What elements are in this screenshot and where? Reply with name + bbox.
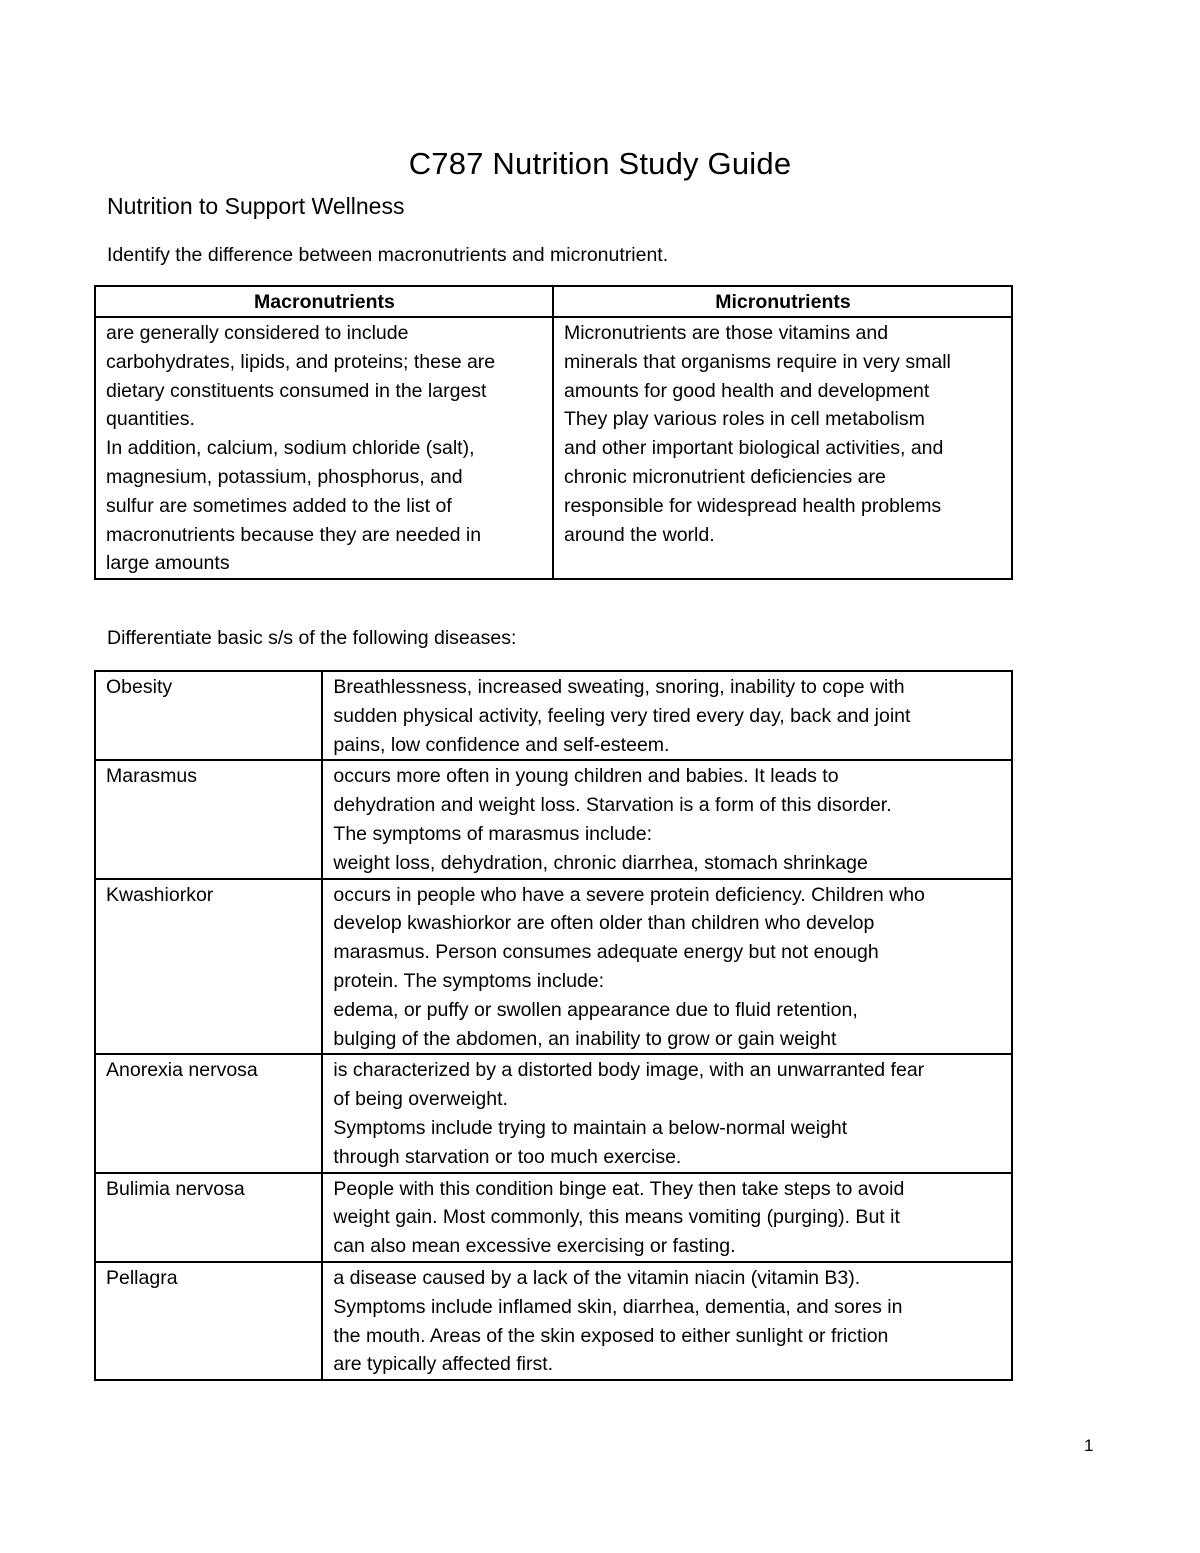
nutrient-comparison-table <box>94 285 1013 580</box>
cell-line: weight loss, dehydration, chronic diarrhea, stomach shrinkage <box>333 851 868 874</box>
instruction-macro-micro: Identify the difference between macronutrients and micronutrient. <box>107 244 669 266</box>
cell-line: can also mean excessive exercising or fasting. <box>333 1235 736 1258</box>
cell-line: The symptoms of marasmus include: <box>333 822 653 845</box>
cell-line: and other important biological activities, and <box>563 437 944 460</box>
cell-line: minerals that organisms require in very small <box>563 350 951 373</box>
cell-line: large amounts <box>106 552 230 575</box>
cell-line: chronic micronutrient deficiencies are <box>563 465 886 488</box>
cell-line: sulfur are sometimes added to the list of <box>106 494 452 517</box>
table-row <box>95 317 1012 579</box>
cell-line: quantities. <box>106 408 195 431</box>
table-row <box>95 1054 1012 1172</box>
cell-line: In addition, calcium, sodium chloride (salt), <box>106 437 475 460</box>
disease-description <box>322 671 1012 760</box>
cell-line: through starvation or too much exercise. <box>333 1145 682 1168</box>
cell-line: People with this condition binge eat. They then take steps to avoid <box>333 1177 905 1200</box>
cell-line: weight gain. Most commonly, this means vomiting (purging). But it <box>333 1206 900 1229</box>
table-header-row <box>95 286 1012 317</box>
disease-description <box>322 1173 1012 1262</box>
document-title: C787 Nutrition Study Guide <box>408 146 792 181</box>
table-row <box>95 1173 1012 1262</box>
table-row <box>95 760 1012 878</box>
cell-line: protein. The symptoms include: <box>333 969 605 992</box>
cell-line: pains, low confidence and self-esteem. <box>333 733 670 756</box>
disease-name: Marasmus <box>95 760 322 878</box>
cell-line: develop kwashiorkor are often older than children who develop <box>333 912 875 935</box>
disease-name: Kwashiorkor <box>95 879 322 1055</box>
cell-line: occurs in people who have a severe protein deficiency. Children who <box>333 883 925 906</box>
cell-line: of being overweight. <box>333 1088 508 1111</box>
cell-line: a disease caused by a lack of the vitamin niacin (vitamin B3). <box>333 1266 861 1289</box>
cell-line: dehydration and weight loss. Starvation is a form of this disorder. <box>333 794 892 817</box>
cell-line: marasmus. Person consumes adequate energy but not enough <box>333 941 879 964</box>
cell-line: Symptoms include trying to maintain a below-normal weight <box>333 1116 848 1139</box>
disease-description <box>322 879 1012 1055</box>
disease-description <box>322 760 1012 878</box>
disease-name: Obesity <box>95 671 322 760</box>
disease-name: Bulimia nervosa <box>95 1173 322 1262</box>
instruction-diseases: Differentiate basic s/s of the following diseases: <box>107 627 517 649</box>
cell-line: around the world. <box>563 523 715 546</box>
disease-description <box>322 1262 1012 1380</box>
cell-line: They play various roles in cell metabolism <box>563 408 925 431</box>
cell-line: occurs more often in young children and babies. It leads to <box>333 765 839 788</box>
cell-line: sudden physical activity, feeling very tired every day, back and joint <box>333 704 911 727</box>
disease-name: Pellagra <box>95 1262 322 1380</box>
cell-line: carbohydrates, lipids, and proteins; these are <box>106 350 496 373</box>
cell-line: dietary constituents consumed in the largest <box>106 379 487 402</box>
header-macronutrients: Macronutrients <box>95 286 553 317</box>
disease-description <box>322 1054 1012 1172</box>
cell-line: magnesium, potassium, phosphorus, and <box>106 465 463 488</box>
cell-line: Symptoms include inflamed skin, diarrhea, dementia, and sores in <box>333 1295 903 1318</box>
cell-line: are generally considered to include <box>106 322 409 344</box>
table-row <box>95 1262 1012 1380</box>
cell-line: amounts for good health and development <box>563 379 930 402</box>
page-number: 1 <box>1084 1436 1094 1455</box>
header-micronutrients: Micronutrients <box>553 286 1012 317</box>
table-row <box>95 879 1012 1055</box>
table-row <box>95 671 1012 760</box>
cell-line: are typically affected first. <box>333 1353 554 1376</box>
cell-line: Micronutrients are those vitamins and <box>563 322 889 344</box>
macronutrients-cell <box>95 317 553 579</box>
cell-line: macronutrients because they are needed in <box>106 523 482 546</box>
micronutrients-cell <box>553 317 1012 579</box>
cell-line: bulging of the abdomen, an inability to grow or gain weight <box>333 1027 837 1050</box>
cell-line: Breathlessness, increased sweating, snoring, inability to cope with <box>333 676 905 698</box>
disease-table <box>94 670 1013 1381</box>
section-heading: Nutrition to Support Wellness <box>107 193 405 219</box>
cell-line: edema, or puffy or swollen appearance due to fluid retention, <box>333 998 858 1021</box>
cell-line: is characterized by a distorted body image, with an unwarranted fear <box>333 1059 925 1082</box>
disease-name: Anorexia nervosa <box>95 1054 322 1172</box>
cell-line: responsible for widespread health problems <box>563 494 942 517</box>
cell-line: the mouth. Areas of the skin exposed to either sunlight or friction <box>333 1324 889 1347</box>
